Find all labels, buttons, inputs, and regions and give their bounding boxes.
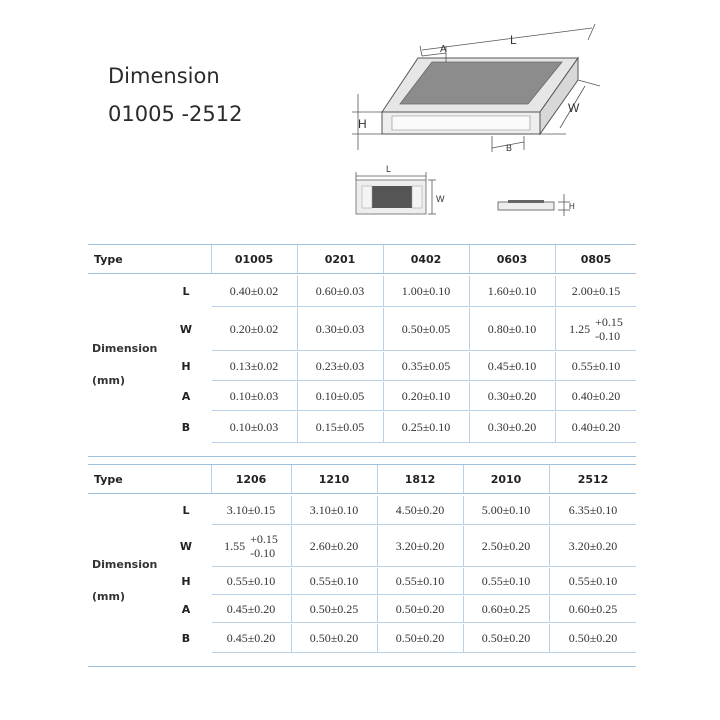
cell-separator [377, 568, 378, 594]
column-header: 2512 [577, 472, 609, 486]
table-cell: 0.60±0.03 [315, 283, 365, 298]
label-B: B [506, 143, 513, 153]
table-cell: 2.00±0.15 [571, 283, 621, 298]
cell-separator [549, 596, 550, 622]
table-cell: 0.55±0.10 [309, 573, 359, 588]
row-label-B: B [181, 631, 191, 645]
table-cell: 0.23±0.03 [315, 358, 365, 373]
cell-separator [469, 308, 470, 350]
column-header: 1812 [404, 472, 436, 486]
table-cell: 0.40±0.20 [571, 419, 621, 434]
table-cell: 0.25±0.10 [401, 419, 451, 434]
column-separator [383, 245, 384, 273]
tolerance-minus: -0.10 [250, 546, 276, 560]
cell-separator [549, 526, 550, 566]
column-separator [463, 465, 464, 493]
table-cell: 0.55±0.10 [571, 358, 621, 373]
cell-separator [383, 412, 384, 442]
table-cell: 0.50±0.20 [395, 630, 445, 645]
table-cell: 0.50±0.20 [568, 630, 618, 645]
cell-separator [383, 382, 384, 410]
column-separator [377, 465, 378, 493]
table-cell: 0.10±0.03 [229, 388, 279, 403]
row-bottom-line [212, 524, 636, 525]
resistor-dimension-diagram [0, 0, 720, 240]
table-cell: 0.45±0.20 [226, 630, 276, 645]
table-cell: 0.45±0.10 [487, 358, 537, 373]
table-cell: 0.30±0.03 [315, 321, 365, 336]
cell-separator [297, 308, 298, 350]
unit-label: (mm) [92, 590, 125, 603]
table-cell: 0.30±0.20 [487, 419, 537, 434]
cell-separator [377, 624, 378, 652]
column-separator [291, 465, 292, 493]
row-label-W: W [179, 539, 193, 553]
column-header: 0402 [410, 252, 442, 266]
column-separator [555, 245, 556, 273]
table-cell [212, 526, 290, 566]
table-cell: 2.60±0.20 [309, 538, 359, 553]
cell-separator [291, 568, 292, 594]
tolerance-minus: -0.10 [595, 329, 621, 343]
column-header: 2010 [490, 472, 522, 486]
table-cell: 0.45±0.20 [226, 601, 276, 616]
cell-separator [297, 276, 298, 306]
row-bottom-line [212, 442, 636, 443]
dimension-label: Dimension [92, 342, 158, 355]
dimension-table-small [88, 244, 636, 444]
type-label: Type [94, 472, 123, 486]
table-bottom-line [88, 456, 636, 457]
table-cell: 1.00±0.10 [401, 283, 451, 298]
label-A: A [440, 44, 447, 55]
table-cell: 0.55±0.10 [395, 573, 445, 588]
row-label-A: A [181, 389, 191, 403]
dimension-label: Dimension [92, 558, 158, 571]
cell-separator [291, 526, 292, 566]
cell-separator [469, 382, 470, 410]
row-label-W: W [179, 322, 193, 336]
table-cell: 0.20±0.10 [401, 388, 451, 403]
cell-separator [377, 596, 378, 622]
table-header [88, 245, 636, 273]
column-header: 0805 [580, 252, 612, 266]
table-cell: 0.50±0.20 [481, 630, 531, 645]
cell-separator [469, 412, 470, 442]
resistor-3d-view [382, 58, 578, 134]
unit-label: (mm) [92, 374, 125, 387]
table-cell: 0.60±0.25 [568, 601, 618, 616]
cell-separator [549, 496, 550, 524]
table-cell: 3.10±0.10 [309, 502, 359, 517]
row-bottom-line [212, 380, 636, 381]
row-bottom-line [212, 350, 636, 351]
cell-separator [549, 568, 550, 594]
tolerance-plus: +0.15 [595, 315, 623, 329]
table-cell: 0.50±0.20 [395, 601, 445, 616]
column-separator [211, 465, 212, 493]
table-cell: 6.35±0.10 [568, 502, 618, 517]
cell-separator [469, 276, 470, 306]
tolerance-base: 1.25 [569, 321, 591, 336]
heading-size-range: 01005 -2512 [108, 102, 243, 126]
table-cell: 4.50±0.20 [395, 502, 445, 517]
table-cell: 3.20±0.20 [568, 538, 618, 553]
type-label: Type [94, 252, 123, 266]
tolerance-range [595, 315, 623, 343]
cell-separator [297, 412, 298, 442]
cell-separator [463, 526, 464, 566]
column-header: 01005 [234, 252, 274, 266]
cell-separator [383, 276, 384, 306]
table-cell: 2.50±0.20 [481, 538, 531, 553]
table-header [88, 465, 636, 493]
dimension-table-large [88, 464, 636, 660]
row-label-H: H [181, 574, 191, 588]
table-cell: 3.20±0.20 [395, 538, 445, 553]
cell-separator [463, 496, 464, 524]
cell-separator [377, 496, 378, 524]
table-bottom-line [88, 666, 636, 667]
cell-separator [383, 308, 384, 350]
table-cell: 0.35±0.05 [401, 358, 451, 373]
table-cell: 0.55±0.10 [568, 573, 618, 588]
cell-separator [555, 412, 556, 442]
table-cell: 0.40±0.20 [571, 388, 621, 403]
row-bottom-line [212, 566, 636, 567]
cell-separator [383, 352, 384, 380]
cell-separator [291, 496, 292, 524]
top-view-label-W: W [436, 194, 445, 204]
row-label-H: H [181, 359, 191, 373]
column-separator [297, 245, 298, 273]
row-label-A: A [181, 602, 191, 616]
table-cell: 0.55±0.10 [481, 573, 531, 588]
column-separator [549, 465, 550, 493]
table-cell: 1.60±0.10 [487, 283, 537, 298]
column-separator [469, 245, 470, 273]
cell-separator [463, 596, 464, 622]
cell-separator [463, 624, 464, 652]
resistor-top-view [356, 180, 426, 214]
column-header: 1206 [235, 472, 267, 486]
table-cell: 0.13±0.02 [229, 358, 279, 373]
row-bottom-line [212, 306, 636, 307]
row-label-B: B [181, 420, 191, 434]
cell-separator [291, 596, 292, 622]
cell-separator [549, 624, 550, 652]
table-cell: 0.10±0.03 [229, 419, 279, 434]
side-view-label-H: H [569, 202, 575, 211]
column-header: 1210 [318, 472, 350, 486]
cell-separator [555, 382, 556, 410]
table-cell: 0.60±0.25 [481, 601, 531, 616]
cell-separator [377, 526, 378, 566]
tolerance-base: 1.55 [224, 538, 246, 553]
header-bottom-line [88, 273, 636, 274]
table-cell: 0.20±0.02 [229, 321, 279, 336]
table-cell: 0.55±0.10 [226, 573, 276, 588]
top-view-label-L: L [386, 164, 392, 174]
label-H: H [358, 117, 367, 131]
row-bottom-line [212, 410, 636, 411]
header-bottom-line [88, 493, 636, 494]
table-cell: 0.50±0.20 [309, 630, 359, 645]
cell-separator [555, 308, 556, 350]
column-separator [211, 245, 212, 273]
table-cell [556, 308, 636, 350]
column-header: 0201 [324, 252, 356, 266]
cell-separator [297, 352, 298, 380]
cell-separator [463, 568, 464, 594]
table-cell: 0.15±0.05 [315, 419, 365, 434]
tolerance-plus: +0.15 [250, 532, 278, 546]
label-W: W [568, 101, 580, 115]
label-L: L [510, 33, 517, 47]
row-bottom-line [212, 652, 636, 653]
row-bottom-line [212, 594, 636, 595]
cell-separator [555, 276, 556, 306]
table-cell: 3.10±0.15 [226, 502, 276, 517]
tolerance-range [250, 532, 278, 560]
cell-separator [291, 624, 292, 652]
table-cell: 0.50±0.05 [401, 321, 451, 336]
table-cell: 0.10±0.05 [315, 388, 365, 403]
cell-separator [297, 382, 298, 410]
heading-dimension: Dimension [108, 64, 220, 88]
cell-separator [555, 352, 556, 380]
resistor-side-view [498, 200, 554, 210]
table-cell: 0.80±0.10 [487, 321, 537, 336]
row-label-L: L [182, 503, 190, 517]
cell-separator [469, 352, 470, 380]
table-cell: 0.30±0.20 [487, 388, 537, 403]
row-bottom-line [212, 622, 636, 623]
column-header: 0603 [496, 252, 528, 266]
row-label-L: L [182, 284, 190, 298]
table-cell: 0.40±0.02 [229, 283, 279, 298]
table-cell: 0.50±0.25 [309, 601, 359, 616]
table-cell: 5.00±0.10 [481, 502, 531, 517]
